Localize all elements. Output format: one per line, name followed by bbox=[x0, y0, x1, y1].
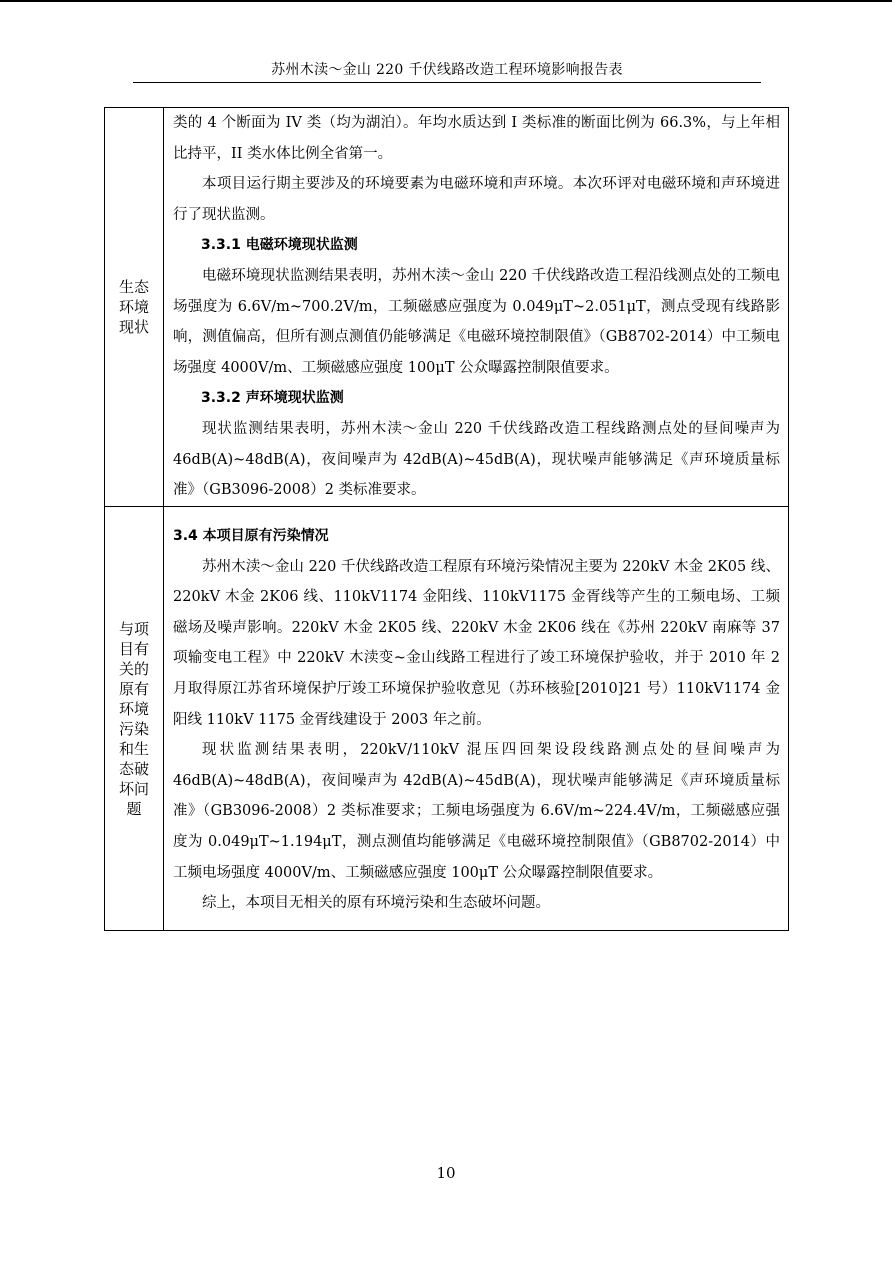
section-heading-3-4: 3.4 本项目原有污染情况 bbox=[173, 528, 329, 544]
header-rule bbox=[133, 82, 761, 83]
side-label-existing-pollution: 与项目有关的原有环境污染和生态破坏问题 bbox=[118, 619, 149, 818]
top-border-line bbox=[0, 0, 892, 2]
paragraph: 综上，本项目无相关的原有环境污染和生态破坏问题。 bbox=[202, 895, 550, 912]
report-table bbox=[104, 107, 789, 931]
paragraph: 现状监测结果表明，220kV/110kV 混压四回架设段线路测点处的昼间噪声为 46dB(A)~48dB(A)，夜间噪声为 42dB(A)~45dB(A)，现状噪声能够满足《声环境质量标准》（GB3096-2008）2 类标准要求；工频电场强度为 6.6V/m~224.4V/m，工频磁感应强度为 0.049μT~1.194μT，测点测值均能够满足《电磁环境控制限值》（GB8702-2014）中工频电场强度 4000V/m、工频磁感应强度 100μT 公众曝露控制限值要求。 bbox=[173, 742, 780, 881]
section-heading-3-3-2: 3.3.2 声环境现状监测 bbox=[201, 390, 344, 407]
page-number: 10 bbox=[436, 1164, 456, 1182]
paragraph: 类的 4 个断面为 IV 类（均为湖泊）。年均水质达到 I 类标准的断面比例为 66.3%，与上年相比持平，II 类水体比例全省第一。 bbox=[173, 115, 780, 162]
side-label-ecology-status: 生态环境现状 bbox=[118, 278, 149, 336]
paragraph: 本项目运行期主要涉及的环境要素为电磁环境和声环境。本次环评对电磁环境和声环境进行了现状监测。 bbox=[173, 176, 780, 223]
table-row-ecology-status bbox=[105, 108, 789, 507]
paragraph: 苏州木渎～金山 220 千伏线路改造工程原有环境污染情况主要为 220kV 木金 2K05 线、220kV 木金 2K06 线、110kV1174 金阳线、110kV1175 金胥线等产生的工频电场、工频磁场及噪声影响。220kV 木金 2K05 线、220kV 木金 2K06 线在《苏州 220kV 南麻等 37 项输变电工程》中 220kV 木渎变~金山线路工程进行了竣工环境保护验收，并于 2010 年 2 月取得原江苏省环境保护厅竣工环境保护验收意见（苏环核验[2010]21 号）110kV1174 金阳线 110kV 1175 金胥线建设于 2003 年之前。 bbox=[173, 558, 780, 728]
table-row-existing-pollution bbox=[105, 507, 789, 931]
content-cell bbox=[164, 108, 789, 507]
section-heading-3-3-1: 3.3.1 电磁环境现状监测 bbox=[201, 237, 358, 254]
side-cell bbox=[105, 108, 164, 507]
page-header-title: 苏州木渎～金山 220 千伏线路改造工程环境影响报告表 bbox=[271, 62, 623, 78]
content-cell bbox=[164, 507, 789, 931]
side-cell bbox=[105, 507, 164, 931]
paragraph: 电磁环境现状监测结果表明，苏州木渎～金山 220 千伏线路改造工程沿线测点处的工频电场强度为 6.6V/m~700.2V/m，工频磁感应强度为 0.049μT~2.051μT，测点受现有线路影响，测值偏高，但所有测点测值仍能够满足《电磁环境控制限值》（GB8702-2014）中工频电场强度 4000V/m、工频磁感应强度 100μT 公众曝露控制限值要求。 bbox=[173, 267, 780, 376]
paragraph: 现状监测结果表明，苏州木渎～金山 220 千伏线路改造工程线路测点处的昼间噪声为 46dB(A)~48dB(A)，夜间噪声为 42dB(A)~45dB(A)，现状噪声能够满足《声环境质量标准》（GB3096-2008）2 类标准要求。 bbox=[173, 420, 780, 499]
